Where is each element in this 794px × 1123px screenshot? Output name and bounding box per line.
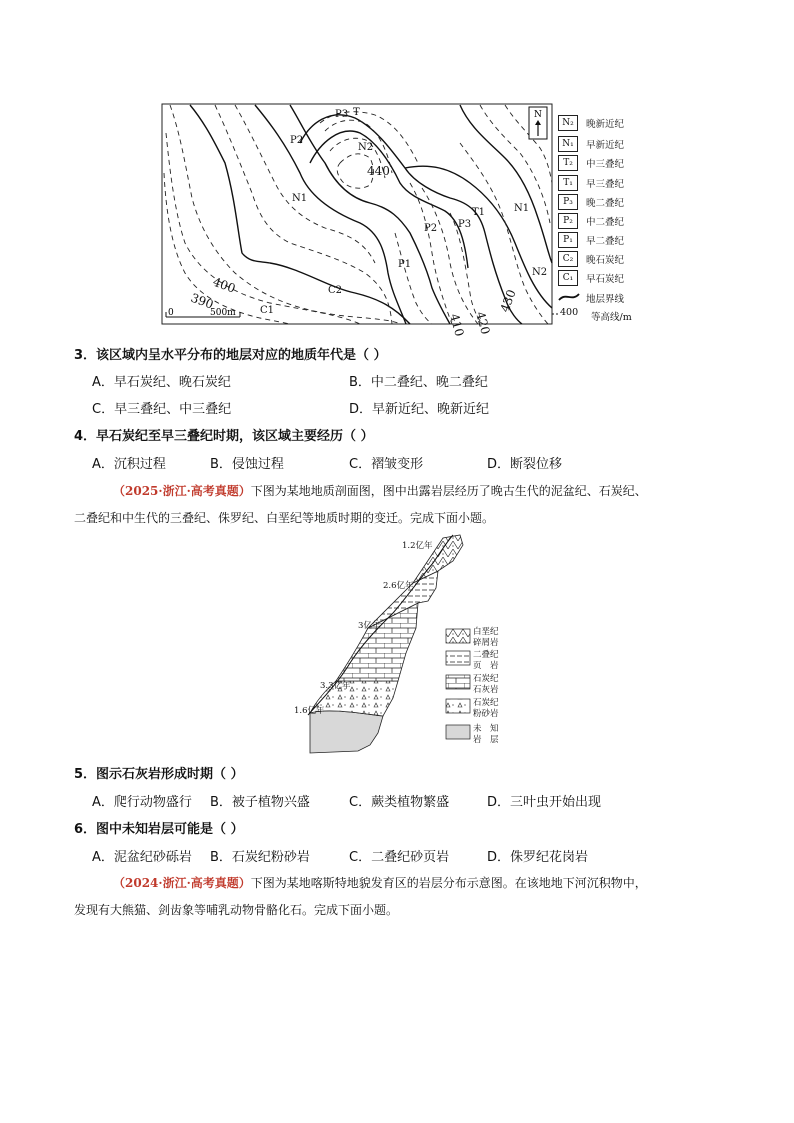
- q3-option-c[interactable]: C．早三叠纪、中三叠纪: [92, 402, 232, 417]
- legend-label: 早二叠纪: [586, 236, 625, 247]
- section-legend-label: 石灰岩: [473, 685, 499, 695]
- scale-zero: 0: [168, 308, 174, 318]
- stratum-label: P3: [458, 219, 472, 230]
- legend-label: 晚二叠纪: [586, 198, 625, 209]
- legend-label: 早石炭纪: [586, 274, 625, 285]
- legend-code: P₃: [558, 194, 578, 210]
- question-3-stem: 3．该区域内呈水平分布的地层对应的地质年代是（ ）: [74, 348, 387, 363]
- legend-label: 中二叠纪: [586, 217, 625, 228]
- legend-label: 中三叠纪: [586, 159, 625, 170]
- source-tag: （2025·浙江·高考真题）: [113, 484, 251, 498]
- boundary-line-icon: [558, 290, 580, 304]
- stratum-label: T1: [472, 207, 486, 218]
- stratum-label: P3: [335, 109, 349, 120]
- q5-option-c[interactable]: C．蕨类植物繁盛: [349, 795, 450, 810]
- source-tag: （2024·浙江·高考真题）: [113, 876, 251, 890]
- q4-option-c[interactable]: C．褶皱变形: [349, 457, 424, 472]
- stratum-label: P2: [290, 135, 304, 146]
- north-label: N: [534, 110, 542, 120]
- age-label: 3亿年: [358, 621, 381, 631]
- section-legend-label: 页 岩: [473, 661, 499, 671]
- legend-code: T₁: [558, 175, 578, 191]
- q5-option-b[interactable]: B．被子植物兴盛: [210, 795, 310, 810]
- section-legend-label: 碎屑岩: [473, 638, 499, 648]
- question-6-stem: 6．图中未知岩层可能是（ ）: [74, 822, 244, 837]
- stratum-label: N1: [292, 193, 308, 204]
- section-legend-label: 石炭纪: [473, 674, 499, 684]
- q6-option-d[interactable]: D．侏罗纪花岗岩: [487, 850, 589, 865]
- legend-label: 地层界线: [586, 294, 625, 305]
- section-legend: [446, 626, 499, 745]
- q3-option-b[interactable]: B．中二叠纪、晚二叠纪: [349, 375, 488, 390]
- scale-label: 500m: [210, 308, 236, 318]
- section-legend-label: 岩 层: [473, 735, 499, 745]
- stratum-label: T: [353, 107, 360, 118]
- legend-code: P₁: [558, 232, 578, 248]
- stratum-label: C1: [260, 305, 275, 316]
- section-legend-label: 二叠纪: [473, 650, 499, 660]
- intro-text: 下图为某地地质剖面图，图中出露岩层经历了晚古生代的泥盆纪、石炭纪、: [250, 484, 647, 498]
- stratum-label: P1: [398, 259, 412, 270]
- section-legend-label: 粉砂岩: [473, 709, 499, 719]
- contour-label: 440: [367, 164, 390, 178]
- stratum-label: C2: [328, 285, 343, 296]
- contour-label: 420: [473, 310, 493, 336]
- section-legend-label: 白垩纪: [473, 627, 499, 637]
- stratum-label: N1: [514, 203, 530, 214]
- q4-option-a[interactable]: A．沉积过程: [92, 457, 166, 472]
- q3-option-d[interactable]: D．早新近纪、晚新近纪: [349, 402, 490, 417]
- section-legend-label: 石炭纪: [473, 698, 499, 708]
- q5-option-d[interactable]: D．三叶虫开始出现: [487, 795, 602, 810]
- q4-option-d[interactable]: D．断裂位移: [487, 457, 563, 472]
- intro-text-line2: 发现有大熊猫、剑齿象等哺乳动物骨骼化石。完成下面小题。: [74, 903, 399, 917]
- stratum-label: N2: [532, 267, 548, 278]
- contour-label: 430: [497, 287, 519, 315]
- legend-code: C₁: [558, 270, 578, 286]
- q6-option-a[interactable]: A．泥盆纪砂砾岩: [92, 850, 192, 865]
- section-legend-label: 未 知: [473, 724, 499, 734]
- geologic-section: [288, 533, 518, 755]
- legend-label: 晚石炭纪: [586, 255, 625, 266]
- stratum-label: P2: [424, 223, 438, 234]
- legend-code: P₂: [558, 213, 578, 229]
- legend-code: N₂: [558, 115, 578, 131]
- q5-option-a[interactable]: A．爬行动物盛行: [92, 795, 192, 810]
- stratum-label: N2: [358, 142, 374, 153]
- intro-text-line2: 二叠纪和中生代的三叠纪、侏罗纪、白垩纪等地质时期的变迁。完成下面小题。: [74, 511, 495, 525]
- intro-2025: [113, 482, 647, 499]
- age-label: 1.6亿年: [294, 706, 325, 716]
- legend-label: 晚新近纪: [586, 119, 625, 130]
- legend-label: 早三叠纪: [586, 179, 625, 190]
- age-label: 1.2亿年: [402, 541, 433, 551]
- intro-2024: [113, 874, 647, 891]
- q6-option-b[interactable]: B．石炭纪粉砂岩: [210, 850, 310, 865]
- age-label: 2.6亿年: [383, 581, 414, 591]
- geologic-map-figure: [160, 103, 634, 338]
- q6-option-c[interactable]: C．二叠纪砂页岩: [349, 850, 450, 865]
- geologic-section-figure: [288, 533, 518, 755]
- contour-label: 400: [210, 274, 238, 296]
- question-4-stem: 4．早石炭纪至早三叠纪时期，该区域主要经历（ ）: [74, 429, 374, 444]
- legend-code: N₁: [558, 136, 578, 152]
- legend-code: T₂: [558, 155, 578, 171]
- contour-label: 390: [188, 290, 216, 312]
- contour-sample-value: 400: [560, 307, 579, 318]
- age-label: 3.3亿年: [320, 681, 351, 691]
- legend-label: 等高线/m: [591, 312, 632, 323]
- q4-option-b[interactable]: B．侵蚀过程: [210, 457, 284, 472]
- legend-code: C₂: [558, 251, 578, 267]
- unknown-rock-layer: [310, 711, 383, 753]
- legend-label: 早新近纪: [586, 140, 625, 151]
- q3-option-a[interactable]: A．早石炭纪、晚石炭纪: [92, 375, 231, 390]
- limestone-layer: [336, 603, 418, 681]
- contour-sample-icon: [552, 306, 560, 320]
- intro-text: 下图为某地喀斯特地貌发育区的岩层分布示意图。在该地地下河沉积物中，: [250, 876, 647, 890]
- question-5-stem: 5．图示石灰岩形成时期（ ）: [74, 767, 244, 782]
- contour-label: 410: [447, 312, 467, 338]
